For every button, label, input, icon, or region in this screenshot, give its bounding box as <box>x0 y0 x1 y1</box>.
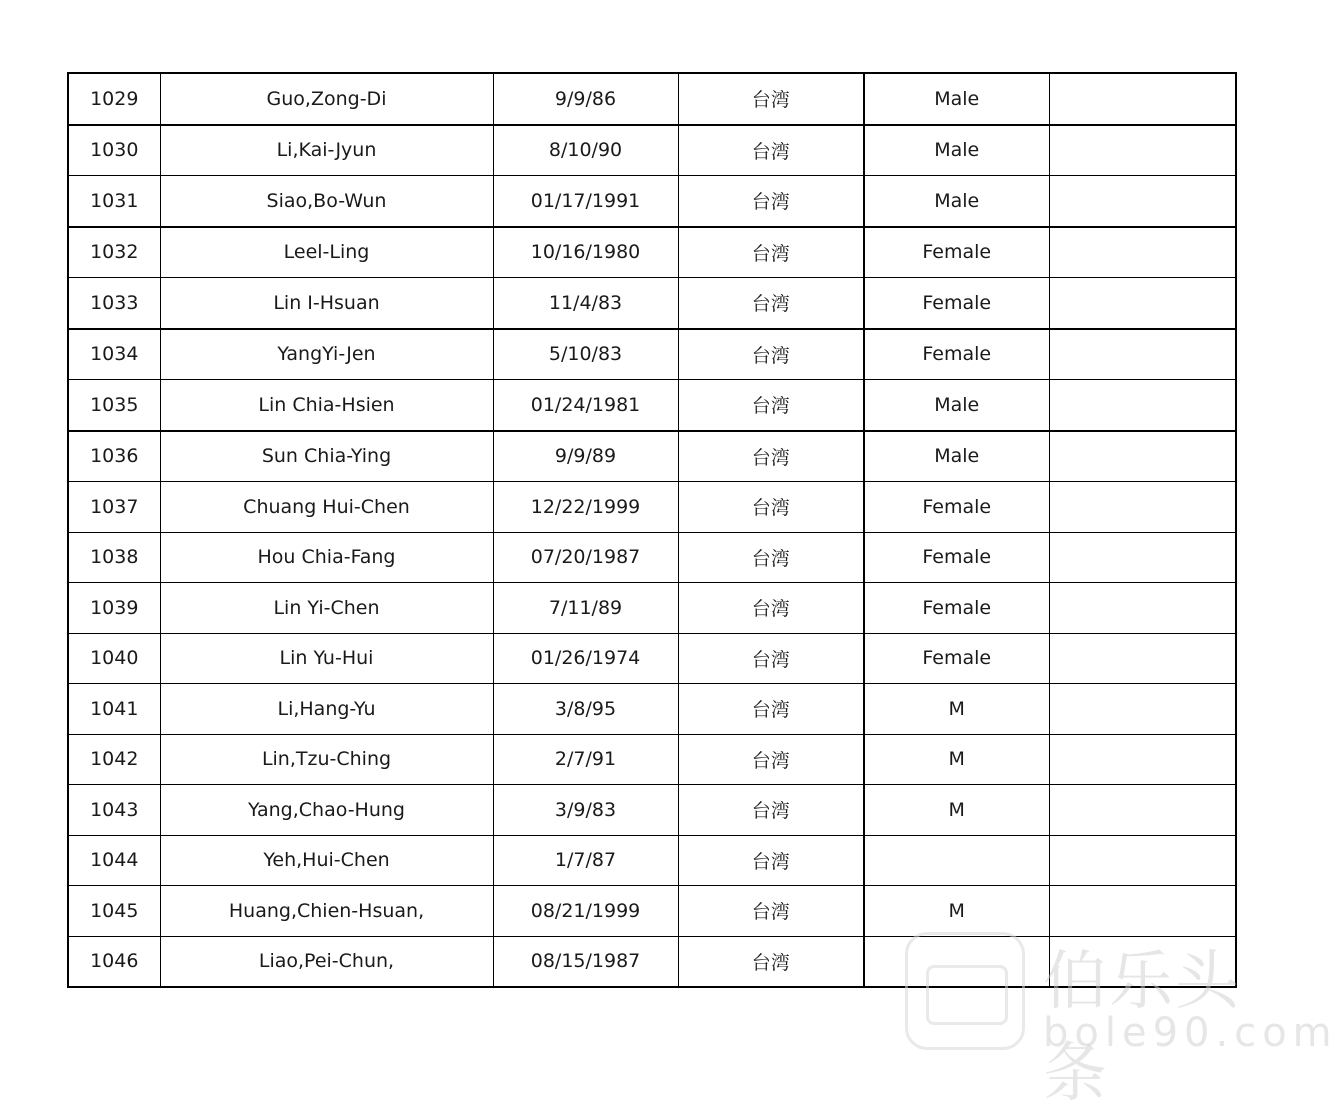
cell-region: 台湾 <box>678 380 864 431</box>
table-row <box>68 380 1236 431</box>
cell-name: Hou Chia-Fang <box>160 532 493 583</box>
cell-gender: Male <box>864 176 1049 227</box>
table-row <box>68 482 1236 533</box>
cell-gender <box>864 936 1049 987</box>
cell-id: 1033 <box>68 278 160 329</box>
cell-name: Huang,Chien-Hsuan, <box>160 886 493 937</box>
table-row <box>68 583 1236 634</box>
cell-extra <box>1049 278 1236 329</box>
cell-region: 台湾 <box>678 583 864 634</box>
cell-extra <box>1049 633 1236 684</box>
cell-gender: M <box>864 886 1049 937</box>
cell-name: Lin,Tzu-Ching <box>160 734 493 785</box>
table-row <box>68 734 1236 785</box>
table-row <box>68 329 1236 380</box>
cell-id: 1042 <box>68 734 160 785</box>
cell-name: Siao,Bo-Wun <box>160 176 493 227</box>
cell-name: YangYi-Jen <box>160 329 493 380</box>
cell-dob: 01/26/1974 <box>493 633 678 684</box>
cell-name: Yang,Chao-Hung <box>160 785 493 836</box>
cell-dob: 3/8/95 <box>493 684 678 735</box>
cell-id: 1035 <box>68 380 160 431</box>
cell-dob: 12/22/1999 <box>493 482 678 533</box>
cell-extra <box>1049 125 1236 176</box>
cell-region: 台湾 <box>678 633 864 684</box>
table-row <box>68 227 1236 278</box>
cell-region: 台湾 <box>678 532 864 583</box>
cell-region: 台湾 <box>678 278 864 329</box>
cell-region: 台湾 <box>678 886 864 937</box>
cell-dob: 9/9/89 <box>493 431 678 482</box>
cell-extra <box>1049 380 1236 431</box>
cell-dob: 9/9/86 <box>493 73 678 125</box>
cell-extra <box>1049 176 1236 227</box>
cell-name: Yeh,Hui-Chen <box>160 835 493 886</box>
cell-region: 台湾 <box>678 73 864 125</box>
cell-extra <box>1049 329 1236 380</box>
cell-name: Guo,Zong-Di <box>160 73 493 125</box>
cell-extra <box>1049 73 1236 125</box>
cell-region: 台湾 <box>678 684 864 735</box>
cell-gender: Female <box>864 532 1049 583</box>
cell-gender: Female <box>864 329 1049 380</box>
cell-name: Lin Yu-Hui <box>160 633 493 684</box>
cell-name: Lin Chia-Hsien <box>160 380 493 431</box>
cell-id: 1029 <box>68 73 160 125</box>
cell-gender: M <box>864 785 1049 836</box>
cell-gender: Male <box>864 125 1049 176</box>
cell-id: 1037 <box>68 482 160 533</box>
cell-dob: 08/15/1987 <box>493 936 678 987</box>
cell-gender: M <box>864 734 1049 785</box>
cell-extra <box>1049 532 1236 583</box>
cell-dob: 01/24/1981 <box>493 380 678 431</box>
cell-gender: Male <box>864 431 1049 482</box>
cell-id: 1034 <box>68 329 160 380</box>
cell-dob: 07/20/1987 <box>493 532 678 583</box>
cell-dob: 3/9/83 <box>493 785 678 836</box>
cell-region: 台湾 <box>678 936 864 987</box>
cell-extra <box>1049 936 1236 987</box>
cell-region: 台湾 <box>678 482 864 533</box>
cell-region: 台湾 <box>678 176 864 227</box>
cell-extra <box>1049 583 1236 634</box>
cell-extra <box>1049 227 1236 278</box>
cell-id: 1044 <box>68 835 160 886</box>
cell-extra <box>1049 785 1236 836</box>
cell-region: 台湾 <box>678 835 864 886</box>
cell-dob: 2/7/91 <box>493 734 678 785</box>
roster-table-body <box>68 73 1236 987</box>
cell-id: 1045 <box>68 886 160 937</box>
cell-id: 1032 <box>68 227 160 278</box>
cell-gender: Female <box>864 583 1049 634</box>
cell-id: 1039 <box>68 583 160 634</box>
cell-dob: 5/10/83 <box>493 329 678 380</box>
cell-extra <box>1049 684 1236 735</box>
table-row <box>68 684 1236 735</box>
watermark-cn-text: 伯乐头条 <box>1043 945 1241 1111</box>
table-row <box>68 125 1236 176</box>
cell-name: Leel-Ling <box>160 227 493 278</box>
cell-gender: Male <box>864 380 1049 431</box>
cell-region: 台湾 <box>678 734 864 785</box>
cell-name: Li,Hang-Yu <box>160 684 493 735</box>
cell-dob: 08/21/1999 <box>493 886 678 937</box>
cell-name: Li,Kai-Jyun <box>160 125 493 176</box>
cell-name: Chuang Hui-Chen <box>160 482 493 533</box>
cell-region: 台湾 <box>678 431 864 482</box>
cell-gender: Male <box>864 73 1049 125</box>
cell-region: 台湾 <box>678 329 864 380</box>
cell-name: Liao,Pei-Chun, <box>160 936 493 987</box>
cell-extra <box>1049 734 1236 785</box>
table-row <box>68 278 1236 329</box>
cell-region: 台湾 <box>678 785 864 836</box>
cell-region: 台湾 <box>678 227 864 278</box>
cell-dob: 10/16/1980 <box>493 227 678 278</box>
watermark-en-text: bole90.com <box>1043 1010 1338 1056</box>
roster-table <box>67 72 1237 988</box>
cell-gender: Female <box>864 633 1049 684</box>
cell-extra <box>1049 886 1236 937</box>
cell-extra <box>1049 431 1236 482</box>
cell-gender: Female <box>864 482 1049 533</box>
cell-name: Sun Chia-Ying <box>160 431 493 482</box>
table-row <box>68 431 1236 482</box>
cell-id: 1038 <box>68 532 160 583</box>
cell-gender: M <box>864 684 1049 735</box>
cell-dob: 11/4/83 <box>493 278 678 329</box>
table-row <box>68 886 1236 937</box>
cell-id: 1030 <box>68 125 160 176</box>
cell-id: 1031 <box>68 176 160 227</box>
cell-dob: 7/11/89 <box>493 583 678 634</box>
cell-id: 1046 <box>68 936 160 987</box>
table-row <box>68 73 1236 125</box>
table-row <box>68 785 1236 836</box>
cell-gender: Female <box>864 227 1049 278</box>
table-row <box>68 532 1236 583</box>
table-row <box>68 936 1236 987</box>
cell-dob: 01/17/1991 <box>493 176 678 227</box>
cell-id: 1043 <box>68 785 160 836</box>
cell-dob: 1/7/87 <box>493 835 678 886</box>
cell-dob: 8/10/90 <box>493 125 678 176</box>
cell-id: 1036 <box>68 431 160 482</box>
table-row <box>68 633 1236 684</box>
table-row <box>68 176 1236 227</box>
cell-extra <box>1049 482 1236 533</box>
cell-id: 1041 <box>68 684 160 735</box>
cell-gender: Female <box>864 278 1049 329</box>
cell-gender <box>864 835 1049 886</box>
table-row <box>68 835 1236 886</box>
cell-name: Lin I-Hsuan <box>160 278 493 329</box>
cell-extra <box>1049 835 1236 886</box>
cell-region: 台湾 <box>678 125 864 176</box>
cell-name: Lin Yi-Chen <box>160 583 493 634</box>
cell-id: 1040 <box>68 633 160 684</box>
